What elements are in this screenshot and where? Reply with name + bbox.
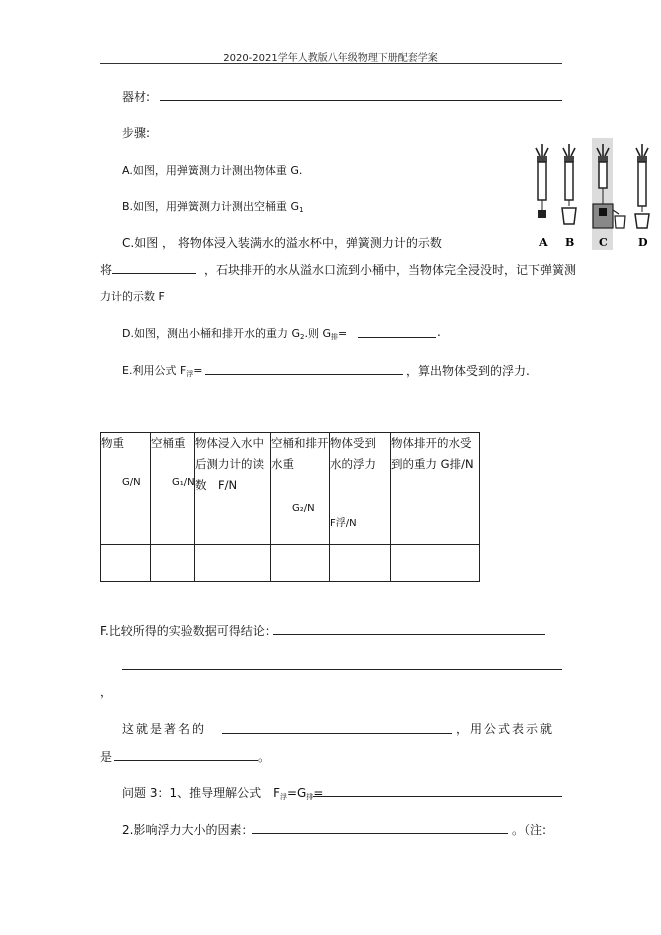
question-3-subscript-2: 排 [306, 793, 314, 801]
materials-label: 器材: [122, 90, 151, 104]
conclusion-blank[interactable] [273, 634, 545, 635]
step-b-subscript: 1 [299, 206, 304, 214]
question-3-equals: = [313, 786, 324, 800]
header-text: 空桶重 [151, 436, 186, 450]
question-3-2-start: 2.影响浮力大小的因素： [122, 823, 254, 837]
table-rule-bottom [100, 581, 480, 582]
question-3-subscript: 浮 [280, 793, 287, 801]
page-header: 2020-2021学年人教版八年级物理下册配套学案 [223, 53, 438, 64]
table-col-line [479, 432, 480, 582]
setup-d [635, 144, 649, 228]
step-d-equals: = [338, 327, 348, 340]
header-text: 数 F/N [195, 478, 238, 492]
step-e-text: E.利用公式 F [122, 364, 187, 377]
header-object-weight [101, 433, 124, 454]
materials-blank[interactable] [160, 100, 562, 101]
figure-label-b: B [565, 236, 575, 249]
step-b-text: B.如图，用弹簧测力计测出空桶重 G [122, 200, 300, 213]
step-b [122, 198, 304, 214]
figure-label-a: A [539, 236, 548, 249]
step-d-subscript-2: 排 [331, 333, 338, 341]
header-text: 水的浮力 [330, 457, 376, 471]
step-c-line1: C.如图 ， 将物体浸入装满水的溢水杯中，弹簧测力计的示数 [122, 236, 442, 250]
figure-label-d: D [638, 236, 648, 249]
header-empty-bucket [151, 433, 186, 454]
factors-blank[interactable] [252, 833, 508, 834]
step-c-line3: 力计的示数 F [100, 290, 165, 303]
header-text: 物重 [101, 436, 124, 450]
step-d [122, 325, 347, 341]
step-c-line2-start: 将 [100, 263, 113, 277]
famous-principle-blank[interactable] [222, 733, 452, 734]
header-bucket-water [271, 433, 331, 475]
header-buoyancy [330, 433, 390, 475]
header-text: 后测力计的读 [195, 457, 264, 471]
formula-blank[interactable] [114, 760, 258, 761]
setup-b [562, 144, 576, 224]
step-c-blank[interactable] [112, 273, 196, 274]
step-e-equals: = [193, 364, 203, 377]
header-reading [195, 433, 271, 496]
step-d-mid: .则 G [304, 327, 331, 340]
step-e-subscript: 浮 [186, 370, 194, 378]
step-e-start [122, 362, 203, 378]
setup-c [592, 138, 625, 250]
header-text: 到的重力 G排/N [391, 457, 474, 471]
famous-line2-start: 是 [100, 750, 113, 764]
data-table [100, 432, 480, 582]
header-text: 水重 [271, 457, 294, 471]
question-3-text: 问题 3：1、推导理解公式 F [122, 786, 280, 800]
table-data-row[interactable] [100, 545, 479, 581]
famous-start: 这就是著名的 [122, 722, 207, 736]
header-text: 物体浸入水中 [195, 436, 264, 450]
header-unit: F浮/N [330, 518, 357, 529]
step-e-blank[interactable] [205, 374, 403, 375]
question-3-2-end: 。（注: [512, 823, 547, 837]
conclusion-blank-2[interactable] [122, 669, 562, 670]
header-unit: G₁/N [172, 477, 195, 488]
step-c-line2-end: ，石块排开的水从溢水口流到小桶中，当物体完全浸没时，记下弹簧测 [204, 263, 577, 277]
comma: ， [100, 685, 113, 699]
header-text: 物体排开的水受 [391, 436, 472, 450]
question-3-blank[interactable] [313, 796, 562, 797]
step-d-blank[interactable] [358, 337, 436, 338]
setup-a [536, 144, 548, 218]
figure-label-c: C [599, 236, 608, 249]
step-d-subscript: 2 [300, 333, 305, 341]
famous-line2-end: 。 [258, 750, 271, 764]
question-3-mid: =G [287, 786, 307, 800]
header-unit: G/N [122, 477, 141, 488]
step-f: F.比较所得的实验数据可得结论： [100, 624, 277, 638]
header-displaced-weight [391, 433, 479, 475]
step-e-end: ，算出物体受到的浮力. [406, 364, 530, 378]
steps-label: 步骤: [122, 126, 151, 140]
header-unit: G₂/N [292, 503, 315, 514]
famous-end: ，用公式表示就 [456, 722, 555, 736]
step-d-end: . [437, 325, 441, 339]
experiment-figure [527, 138, 657, 250]
question-3 [122, 784, 323, 801]
step-d-text: D.如图，测出小桶和排开水的重力 G [122, 327, 300, 340]
header-rule [100, 63, 562, 64]
step-a: A.如图，用弹簧测力计测出物体重 G. [122, 164, 303, 177]
header-text: 空桶和排开 [271, 436, 329, 450]
header-text: 物体受到 [330, 436, 376, 450]
